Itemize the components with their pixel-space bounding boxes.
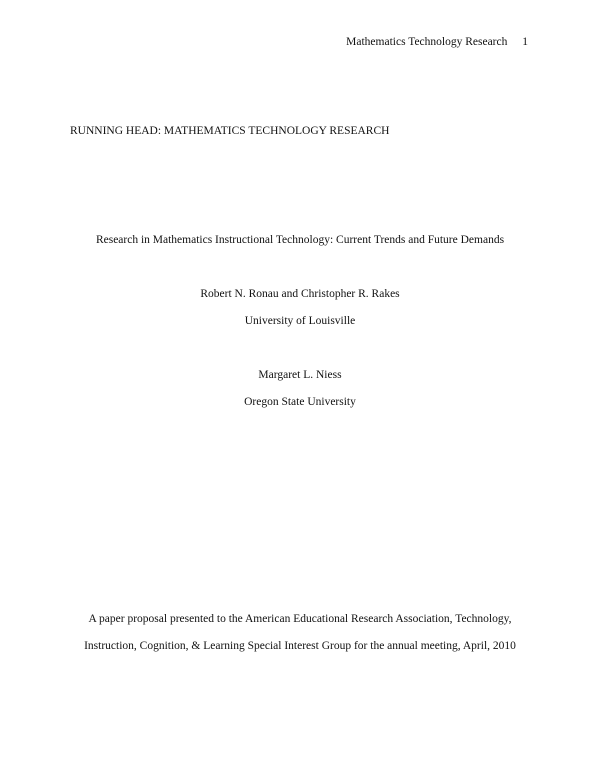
header-short-title: Mathematics Technology Research <box>346 36 508 48</box>
author-affiliation-1: University of Louisville <box>244 315 356 327</box>
author-note-line-1: A paper proposal presented to the American Educational Research Association, Technology, <box>88 613 512 625</box>
author-names-2: Margaret L. Niess <box>258 369 342 381</box>
author-note-line-2: Instruction, Cognition, & Learning Special Interest Group for the annual meeting, April, 2010 <box>84 640 516 652</box>
page-header <box>346 36 528 48</box>
page-number: 1 <box>522 36 528 48</box>
author-names-1: Robert N. Ronau and Christopher R. Rakes <box>200 288 400 300</box>
author-affiliation-2: Oregon State University <box>244 396 356 408</box>
paper-title: Research in Mathematics Instructional Technology: Current Trends and Future Demands <box>95 234 505 246</box>
running-head: RUNNING HEAD: MATHEMATICS TECHNOLOGY RESEARCH <box>70 125 390 137</box>
